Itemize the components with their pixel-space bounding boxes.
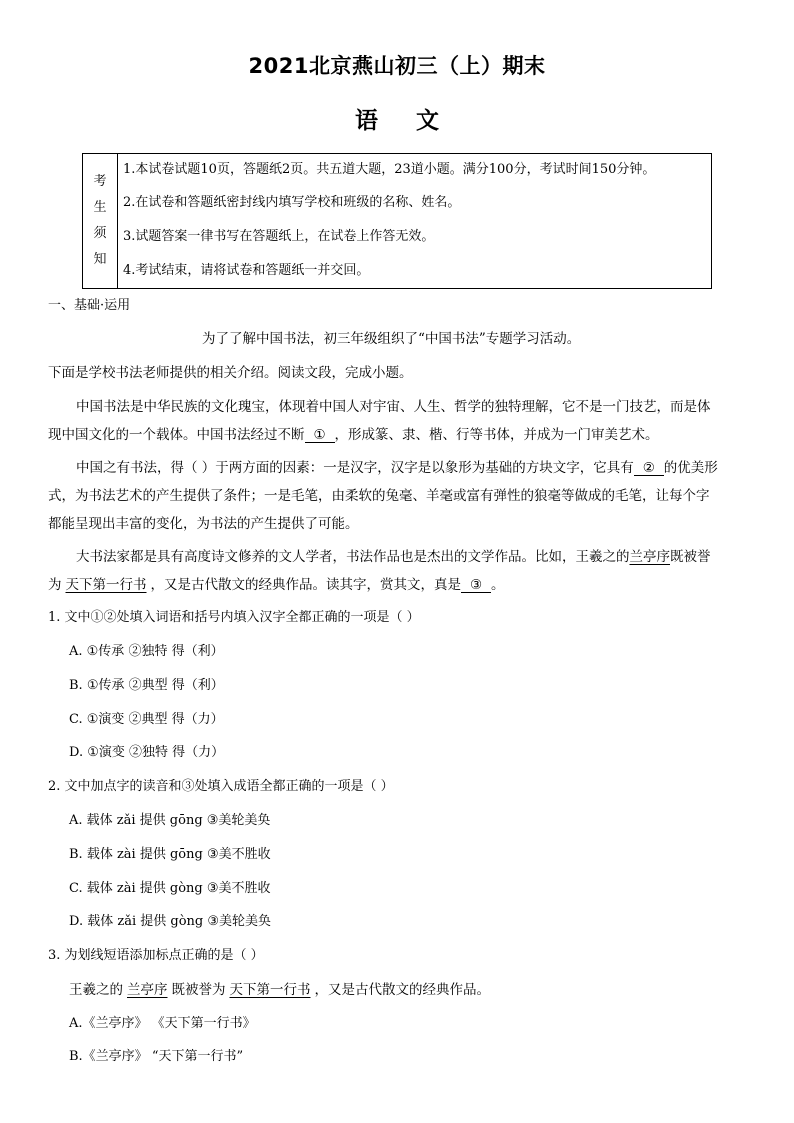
notice-label-char: 考: [93, 174, 107, 189]
question-2-option-d: D. 载体 zǎi 提供 gòng ③美轮美奂: [69, 914, 272, 929]
question-1-option-b: B. ①传承 ②典型 得（利）: [69, 678, 224, 693]
exam-notice-box: [82, 153, 712, 289]
question-3-stem: 3. 为划线短语添加标点正确的是（ ）: [48, 948, 264, 963]
section-lead: 下面是学校书法老师提供的相关介绍。阅读文段，完成小题。: [48, 365, 413, 381]
sentence-text: ，又是古代散文的经典作品。: [314, 982, 490, 998]
passage-text: ，形成篆、隶、楷、行等书体，并成为一门审美艺术。: [334, 427, 659, 443]
passage-text: 为: [48, 577, 62, 593]
question-3-sentence: [69, 978, 490, 998]
underlined-phrase: 兰亭序: [629, 549, 670, 565]
passage-line: 式，为书法艺术的产生提供了条件；一是毛笔，由柔软的兔毫、羊毫或富有弹性的狼毫等做成的毛笔，让每个字: [48, 488, 710, 504]
question-2-option-a: A. 载体 zǎi 提供 gōng ③美轮美奂: [69, 813, 271, 828]
underlined-phrase: 天下第一行书: [65, 577, 147, 593]
notice-label: [83, 154, 118, 288]
blank-2: ②: [634, 461, 664, 476]
sentence-text: 王羲之的: [69, 982, 123, 998]
notice-item: 4.考试结束，请将试卷和答题纸一并交回。: [123, 263, 370, 278]
question-1-option-d: D. ①演变 ②独特 得（力）: [69, 745, 225, 760]
question-1-stem: 1. 文中①②处填入词语和括号内填入汉字全都正确的一项是（ ）: [48, 610, 420, 625]
passage-line: [76, 456, 718, 476]
passage-text: 。: [491, 577, 505, 593]
passage-text: 既被誉: [670, 549, 711, 565]
notice-item: 3.试题答案一律书写在答题纸上，在试卷上作答无效。: [123, 229, 435, 244]
passage-text: 大书法家都是具有高度诗文修养的文人学者，书法作品也是杰出的文学作品。比如，王羲之的: [76, 549, 630, 565]
notice-label-char: 知: [93, 252, 107, 267]
passage-text: ，又是古代散文的经典作品。读其字，赏其文，真是: [150, 577, 461, 593]
question-2-stem: 2. 文中加点字的读音和③处填入成语全都正确的一项是（ ）: [48, 779, 394, 794]
passage-line: [76, 545, 711, 565]
section-intro: 为了了解中国书法，初三年级组织了“中国书法”专题学习活动。: [202, 331, 581, 347]
section-heading: 一、基础·运用: [48, 298, 131, 313]
sentence-text: 既被誉为: [171, 982, 226, 998]
notice-label-char: 须: [93, 226, 107, 241]
passage-line: 中国书法是中华民族的文化瑰宝，体现着中国人对宇宙、人生、哲学的独特理解，它不是一门技艺，而是体: [76, 399, 711, 415]
underlined-phrase: 天下第一行书: [229, 982, 311, 998]
page-title: 2021北京燕山初三（上）期末: [248, 54, 546, 78]
question-1-option-a: A. ①传承 ②独特 得（利）: [69, 644, 224, 659]
subject-title: 语 文: [354, 108, 439, 134]
passage-text: 现中国文化的一个载体。中国书法经过不断: [48, 427, 305, 443]
underlined-phrase: 兰亭序: [127, 982, 168, 998]
question-2-option-b: B. 载体 zài 提供 gōng ③美不胜收: [69, 847, 271, 862]
passage-line: [48, 423, 659, 443]
question-2-option-c: C. 载体 zài 提供 gòng ③美不胜收: [69, 881, 271, 896]
blank-1: ①: [305, 428, 335, 443]
notice-item: 2.在试卷和答题纸密封线内填写学校和班级的名称、姓名。: [123, 195, 461, 210]
passage-line: 都能呈现出丰富的变化，为书法的产生提供了可能。: [48, 516, 359, 532]
passage-line: [48, 573, 505, 593]
question-3-option-b: B.《兰亭序》 “天下第一行书”: [69, 1049, 244, 1064]
notice-label-char: 生: [93, 200, 107, 215]
question-1-option-c: C. ①演变 ②典型 得（力）: [69, 712, 224, 727]
question-3-option-a: A.《兰亭序》 《天下第一行书》: [69, 1016, 256, 1031]
passage-text: 的优美形: [663, 460, 718, 476]
blank-3: ③: [461, 578, 491, 593]
notice-item: 1.本试卷试题10页，答题纸2页。共五道大题，23道小题。满分100分，考试时间150分钟。: [123, 162, 656, 177]
passage-text: 中国之有书法，得（ ）于两方面的因素：一是汉字，汉字是以象形为基础的方块文字，它具有: [76, 460, 634, 476]
